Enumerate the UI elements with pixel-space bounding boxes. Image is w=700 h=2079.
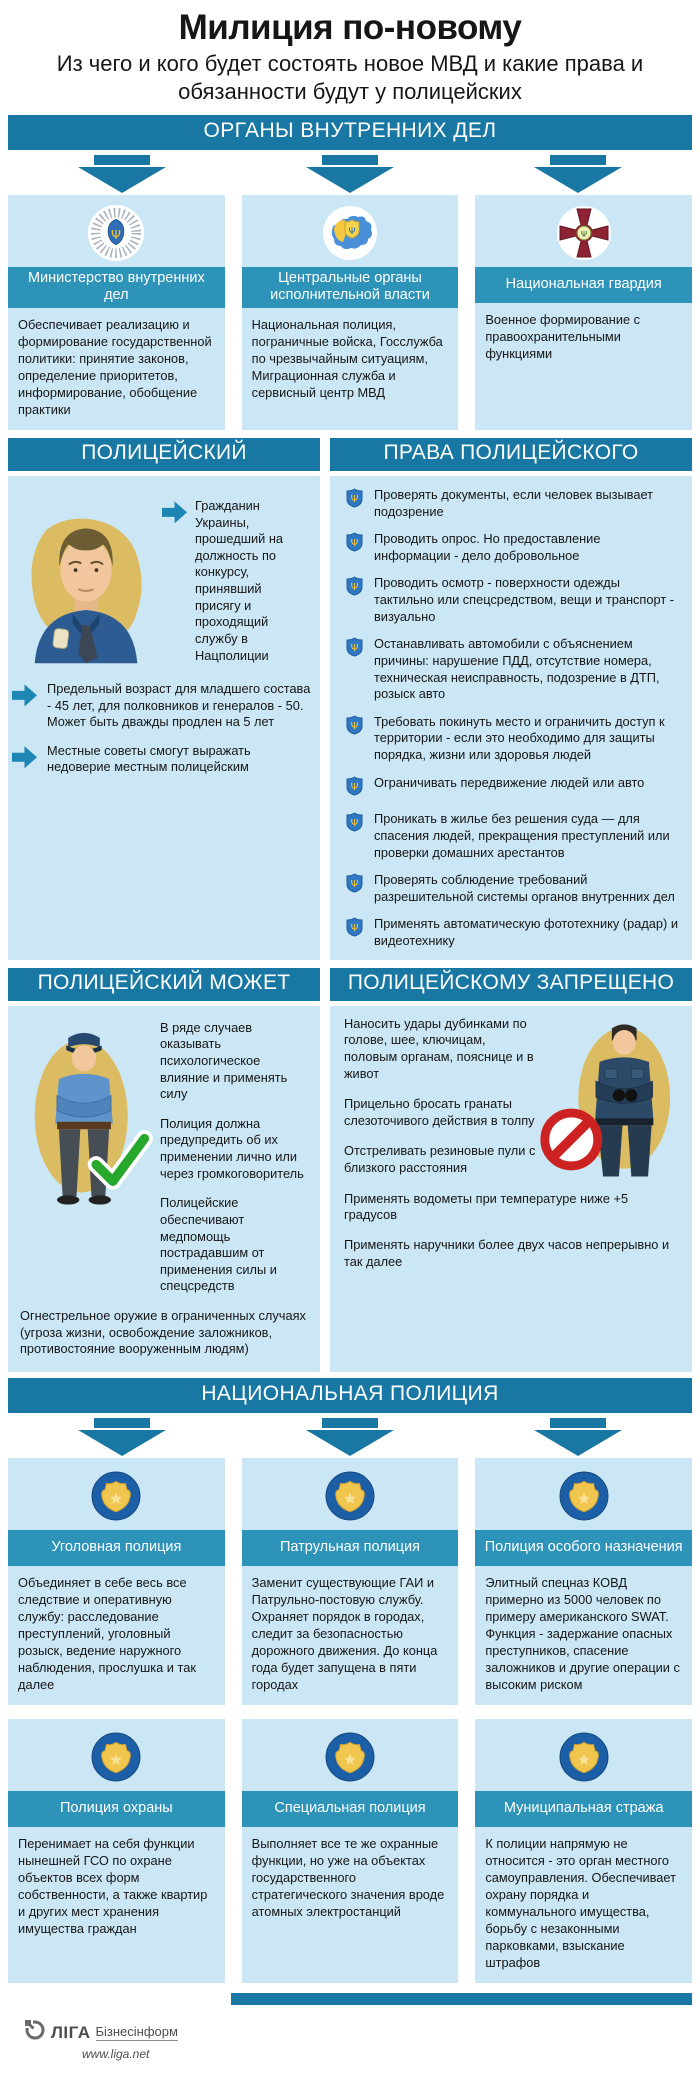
national-guard-cross-icon [475,195,692,267]
can-panel [8,968,320,1372]
np-label: Полиция охраны [8,1791,225,1827]
organ-card-central [242,195,459,430]
can-item: Полиция должна предупредить об их применении лично или через громкоговоритель [160,1115,304,1181]
policeman-checkmark-illustration [10,1012,158,1308]
svg-text:Ψ: Ψ [350,720,359,732]
np-card-special-purpose [475,1458,692,1705]
np-card-patrol [242,1458,459,1705]
np-label: Муниципальная стража [475,1791,692,1827]
policeman-item: Местные советы смогут выражать недоверие местным полицейским [47,742,251,775]
liga-url-link[interactable]: www.liga.net [82,2047,150,2062]
section-header-national-police: НАЦИОНАЛЬНАЯ ПОЛИЦИЯ [8,1378,692,1413]
liga-brand-suffix: Бізнесінформ [95,2024,178,2040]
national-police-row-1 [8,1458,692,1705]
police-badge-icon [475,1458,692,1530]
organ-label: Национальная гвардия [475,267,692,303]
svg-text:Ψ: Ψ [348,227,356,237]
np-card-guard-police [8,1719,225,1983]
policeman-item: Предельный возраст для младшего состава - 45 лет, для полковников и генералов - 50. Может быть дважды продлен на 5 лет [47,680,311,730]
right-item-text: Проникать в жилье без решения суда — для спасения людей, прекращения преступлений или проверки домашних арестантов [374,811,670,860]
trident-shield-bullet-icon [346,715,363,764]
right-item-text: Останавливать автомобили с объяснением причины: нарушение ПДД, отсутствие номера, техническая неисправность, подозрение в ДТП, розыск авто [374,636,660,702]
section-header-forbidden: ПОЛИЦЕЙСКОМУ ЗАПРЕЩЕНО [330,968,692,1001]
np-text: Выполняет все те же охранные функции, но уже на объектах государственного стратегического значения вроде атомных электростанций [251,1835,445,1920]
trident-shield-bullet-icon [346,532,363,564]
forbidden-item: Применять наручники более двух часов непрерывно и так далее [344,1236,670,1269]
police-badge-icon [8,1719,225,1791]
policeman-prohibition-illustration [536,1014,686,1191]
policeman-item: Гражданин Украины, прошедший на должность по конкурсу, принявший присягу и проходящий службу в Нацполиции [195,497,284,663]
np-text: Заменит существующие ГАИ и Патрульно-постовую службу. Охраняет порядок в городах, следит за безопасностью дорожного движения. До конца года будет запущена в пяти городах [251,1574,438,1692]
np-label: Специальная полиция [242,1791,459,1827]
right-item-text: Применять автоматическую фототехнику (радар) и видеотехнику [374,916,678,948]
trident-shield-bullet-icon [346,488,363,520]
svg-text:Ψ: Ψ [350,493,359,505]
rights-panel [330,438,692,960]
np-text: К полиции напрямую не относится - это орган местного самоуправления. Обеспечивает охрану порядка и коммунального имущества, борьбу с незаконными парковками, взыскание штрафов [485,1835,676,1971]
section-header-policeman: ПОЛИЦЕЙСКИЙ [8,438,320,471]
policeman-panel [8,438,320,960]
forbidden-item: Наносить удары дубинками по голове, шее, ключицам, половым органам, пояснице и в живот [344,1015,534,1081]
police-badge-icon [8,1458,225,1530]
forbidden-panel [330,968,692,1372]
title-block [0,0,700,109]
police-badge-icon [242,1458,459,1530]
down-arrow-icon [8,155,236,193]
page-title: Милиция по-новому [178,8,522,47]
footer [24,2019,700,2079]
trident-shield-bullet-icon [346,812,363,861]
police-badge-icon [475,1719,692,1791]
trident-shield-bullet-icon [346,576,363,625]
policeman-bust-illustration [10,482,162,669]
organ-text: Национальная полиция, пограничные войска, Госслужба по чрезвычайным ситуациям, Миграционная служба и сервисный центр МВД [251,316,443,400]
svg-text:Ψ: Ψ [580,230,587,239]
svg-text:Ψ: Ψ [350,879,359,891]
mvd-emblem-icon [8,195,225,267]
svg-text:Ψ: Ψ [350,818,359,830]
right-item-text: Проводить опрос. Но предоставление информации - дело добровольное [374,531,601,563]
svg-text:Ψ: Ψ [111,226,122,242]
svg-text:Ψ: Ψ [350,643,359,655]
organ-label: Центральные органы исполнительной власти [242,267,459,308]
organ-label: Министерство внутренних дел [8,267,225,308]
right-arrow-bullet-icon [162,500,187,525]
down-arrow-icon [464,155,692,193]
svg-text:Ψ: Ψ [350,538,359,550]
organ-text: Военное формирование с правоохранительными функциями [485,312,641,362]
trident-shield-bullet-icon [346,776,363,801]
right-item-text: Требовать покинуть место и ограничить доступ к территории - если это необходимо для защиты порядка, жизни или здоровья людей [374,713,665,762]
liga-logo-icon [24,2019,46,2046]
organ-card-mvd [8,195,225,430]
np-text: Перенимает на себя функции нынешней ГСО по охране объектов всех форм собственности, а также квартир и других мест хранения имущества граждан [18,1835,208,1937]
svg-text:Ψ: Ψ [350,582,359,594]
page-subtitle: Из чего и кого будет состоять новое МВД и какие права и обязанности будут у полицейских [56,51,644,104]
section-header-rights: ПРАВА ПОЛИЦЕЙСКОГО [330,438,692,471]
trident-shield-bullet-icon [346,637,363,703]
right-arrow-bullet-icon [12,683,37,708]
can-footnote: Огнестрельное оружие в ограниченных случаях (угроза жизни, освобождение заложников, противостояние вооруженным людям) [20,1308,306,1357]
police-badge-icon [242,1719,459,1791]
np-label: Уголовная полиция [8,1530,225,1566]
can-item: В ряде случаев оказывать психологическое влияние и применять силу [160,1019,288,1102]
down-arrow-icon [8,1418,236,1456]
np-text: Элитный спецназ КОВД примерно из 5000 человек по примеру американского SWAT. Функция - задержание опасных преступников, спасение заложников и другие операции с высоким риском [485,1574,680,1692]
np-card-criminal [8,1458,225,1705]
svg-text:Ψ: Ψ [350,923,359,935]
ukraine-map-trident-icon [242,195,459,267]
right-item-text: Ограничивать передвижение людей или авто [374,774,645,790]
arrows-row-organs [8,155,692,193]
np-card-municipal [475,1719,692,1983]
forbidden-item: Применять водометы при температуре ниже +5 градусов [344,1190,629,1223]
can-item: Полицейские обеспечивают медпомощь пострадавшим от применения силы и спецсредств [160,1195,277,1294]
right-item-text: Проверять документы, если человек вызывает подозрение [374,486,654,519]
np-text: Объединяет в себе весь все следствие и оперативную службу: расследование преступлений, уголовный розыск, ведение наружного наблюдения, прослушка и так далее [18,1574,196,1692]
national-police-row-2 [8,1719,692,1983]
forbidden-item: Прицельно бросать гранаты слезоточивого действия в толпу [344,1096,535,1128]
down-arrow-icon [236,1418,464,1456]
np-label: Патрульная полиция [242,1530,459,1566]
right-arrow-bullet-icon [12,745,37,770]
arrows-row-national-police [8,1418,692,1456]
trident-shield-bullet-icon [346,917,363,949]
down-arrow-icon [236,155,464,193]
organs-columns [8,195,692,430]
organ-text: Обеспечивает реализацию и формирование государственной политики: принятие законов, определение приоритетов, информирование, обобщение практики [18,316,212,417]
svg-text:Ψ: Ψ [350,781,359,793]
section-header-can: ПОЛИЦЕЙСКИЙ МОЖЕТ [8,968,320,1001]
right-item-text: Проводить осмотр - поверхности одежды тактильно или спецсредством, вещи и транспорт - визуально [374,575,674,624]
down-arrow-icon [464,1418,692,1456]
right-item-text: Проверять соблюдение требований разрешительной системы органов внутренних дел [374,872,675,904]
np-label: Полиция особого назначения [475,1530,692,1566]
np-card-special-police [242,1719,459,1983]
organ-card-guard [475,195,692,430]
trident-shield-bullet-icon [346,873,363,905]
bottom-partial-band [231,1993,692,2005]
forbidden-item: Отстреливать резиновые пули с близкого расстояния [344,1143,536,1175]
liga-brand: ЛІГА [51,2022,91,2042]
section-header-organs: ОРГАНЫ ВНУТРЕННИХ ДЕЛ [8,115,692,150]
